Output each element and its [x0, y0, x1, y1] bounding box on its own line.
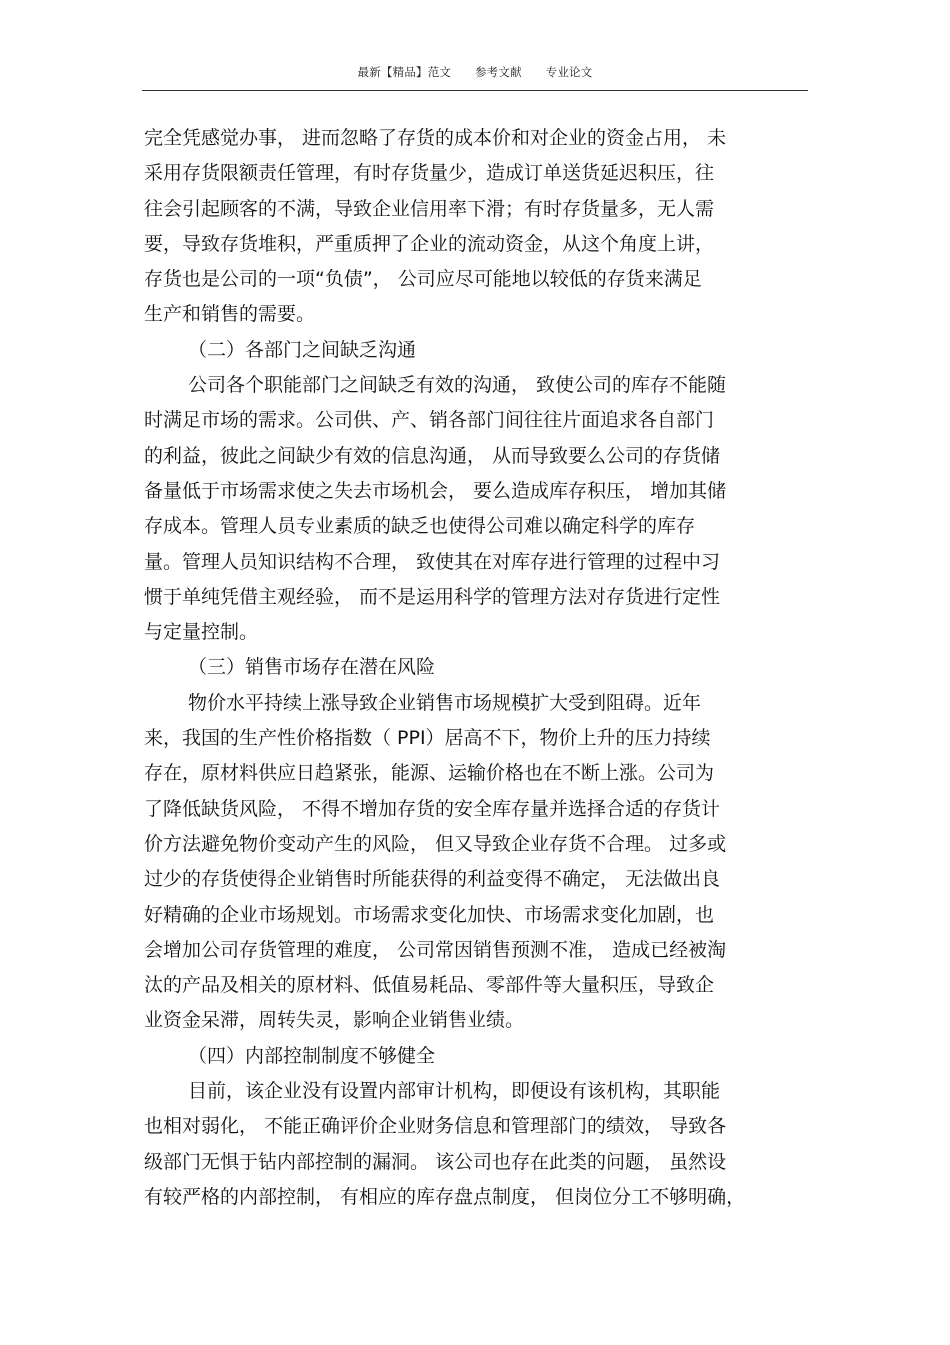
text-line: 好精确的企业市场规划。市场需求变化加快、市场需求变化加剧，也	[144, 903, 715, 926]
text-line: 公司各个职能部门之间缺乏有效的沟通， 致使公司的库存不能随	[188, 374, 727, 397]
text-line: 业资金呆滞，周转失灵，影响企业销售业绩。	[144, 1009, 525, 1032]
text-line: 存成本。管理人员专业素质的缺乏也使得公司难以确定科学的库存	[144, 515, 696, 538]
text-line: 生产和销售的需要。	[144, 303, 316, 326]
text-line: 时满足市场的需求。公司供、产、销各部门间往往片面追求各自部门	[144, 409, 715, 432]
text-line: 会增加公司存货管理的难度， 公司常因销售预测不准， 造成已经被淘	[144, 938, 727, 961]
text-line: 价方法避免物价变动产生的风险， 但又导致企业存货不合理。 过多或	[144, 832, 727, 855]
text-line: 采用存货限额责任管理，有时存货量少，造成订单送货延迟积压，往	[144, 162, 715, 185]
text-line: 量。管理人员知识结构不合理， 致使其在对库存进行管理的过程中习	[144, 550, 721, 573]
text-line: 往会引起顾客的不满，导致企业信用率下滑；有时存货量多，无人需	[144, 197, 715, 220]
text-line: 级部门无惧于钻内部控制的漏洞。 该公司也存在此类的问题， 虽然设	[144, 1150, 727, 1173]
text-line: 目前，该企业没有设置内部审计机构，即便设有该机构，其职能	[188, 1080, 721, 1103]
text-line: （三）销售市场存在潜在风险	[188, 656, 436, 679]
header-item-2: 参考文献	[474, 65, 522, 79]
header-item-3: 专业论文	[545, 65, 593, 79]
text-line: 的利益，彼此之间缺少有效的信息沟通， 从而导致要么公司的存货储	[144, 444, 721, 467]
page-header	[142, 64, 808, 80]
text-line: 汰的产品及相关的原材料、低值易耗品、零部件等大量积压，导致企	[144, 974, 715, 997]
text-line: 也相对弱化， 不能正确评价企业财务信息和管理部门的绩效， 导致各	[144, 1115, 727, 1138]
body-text	[144, 121, 808, 1215]
text-line: 了降低缺货风险， 不得不增加存货的安全库存量并选择合适的存货计	[144, 797, 721, 820]
text-line: （二）各部门之间缺乏沟通	[188, 338, 417, 361]
header-item-1: 最新【精品】范文	[357, 65, 452, 79]
text-line: 与定量控制。	[144, 621, 259, 644]
text-line: 存货也是公司的一项“负债”， 公司应尽可能地以较低的存货来满足	[144, 268, 702, 291]
text-line: 物价水平持续上涨导致企业销售市场规模扩大受到阻碍。近年	[188, 691, 702, 714]
text-line: （四）内部控制制度不够健全	[188, 1044, 436, 1067]
text-line: 要，导致存货堆积，严重质押了企业的流动资金，从这个角度上讲，	[144, 232, 715, 255]
header-rule	[142, 90, 808, 91]
text-line: 过少的存货使得企业销售时所能获得的利益变得不确定， 无法做出良	[144, 868, 721, 891]
text-line: 完全凭感觉办事， 进而忽略了存货的成本价和对企业的资金占用， 未	[144, 127, 727, 149]
text-line: 惯于单纯凭借主观经验， 而不是运用科学的管理方法对存货进行定性	[144, 585, 721, 608]
text-line: 备量低于市场需求使之失去市场机会， 要么造成库存积压， 增加其储	[144, 479, 727, 502]
text-line: 来，我国的生产性价格指数（ PPI）居高不下，物价上升的压力持续	[144, 727, 711, 750]
text-line: 存在，原材料供应日趋紧张，能源、运输价格也在不断上涨。公司为	[144, 762, 715, 785]
text-line: 有较严格的内部控制， 有相应的库存盘点制度， 但岗位分工不够明确，	[144, 1185, 746, 1208]
